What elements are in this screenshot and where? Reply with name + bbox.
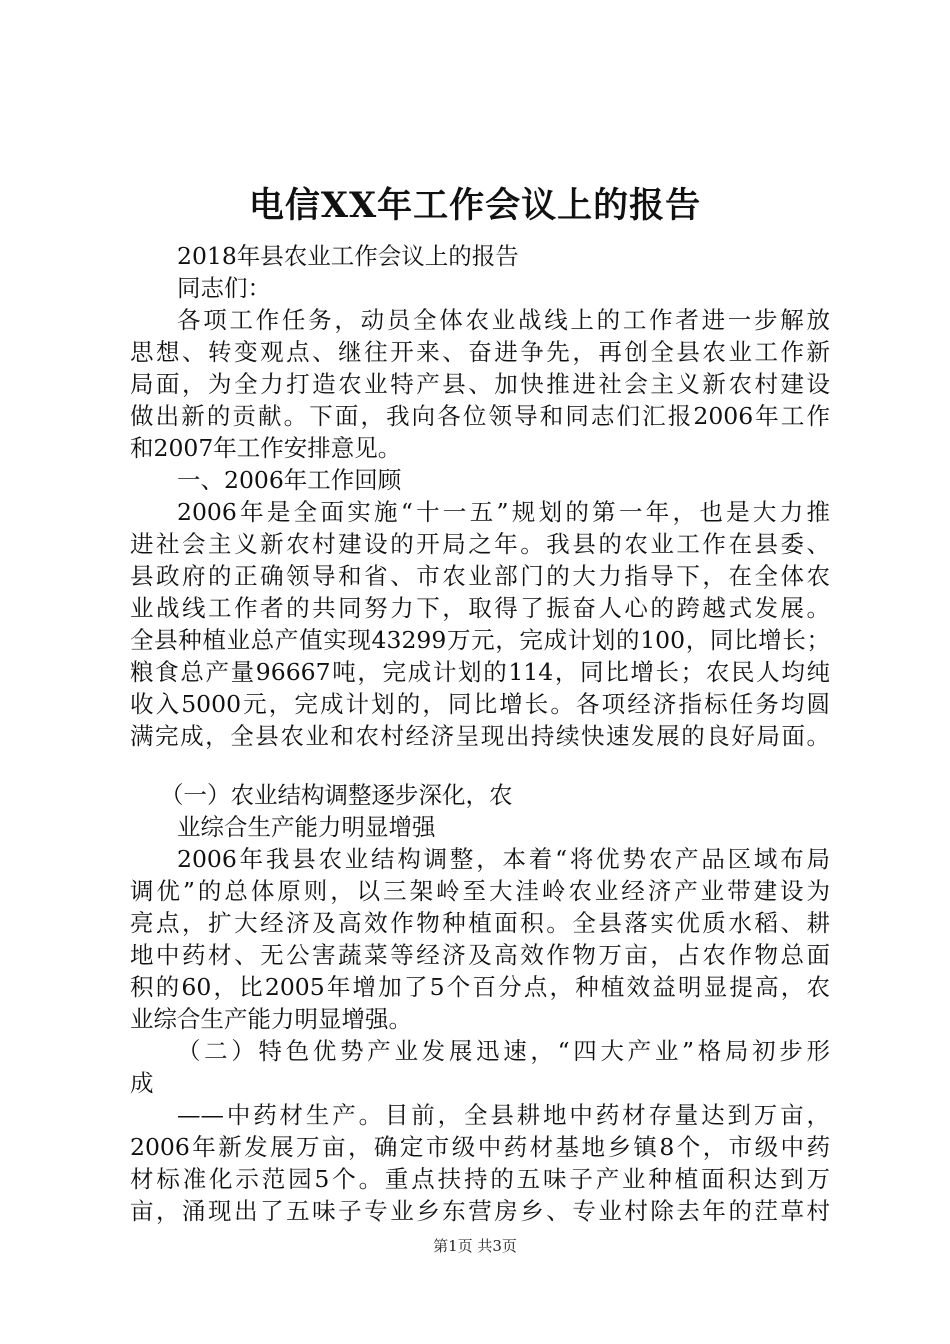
paragraph-line: 地中药材、无公害蔬菜等经济及高效作物万亩，占农作物总面 <box>130 941 830 969</box>
paragraph-gap <box>130 752 830 779</box>
subsection-heading: （一）农业结构调整逐步深化，农 <box>160 781 513 809</box>
paragraph-line: 2006年是全面实施“十一五”规划的第一年，也是大力推 <box>177 498 830 526</box>
paragraph-line: 2006年新发展万亩，确定市级中药材基地乡镇8个，市级中药 <box>130 1133 830 1161</box>
paragraph-line: 全县种植业总产值实现43299万元，完成计划的100，同比增长； <box>130 626 830 654</box>
paragraph-line: 业综合生产能力明显增强。 <box>130 1005 412 1033</box>
subsection-heading: （二）特色优势产业发展迅速，“四大产业”格局初步形 <box>177 1037 830 1065</box>
paragraph-line: ——中药材生产。目前，全县耕地中药材存量达到万亩， <box>177 1101 830 1129</box>
paragraph-line: 满完成，全县农业和农村经济呈现出持续快速发展的良好局面。 <box>130 722 830 750</box>
paragraph-line: 县政府的正确领导和省、市农业部门的大力指导下，在全体农 <box>130 562 830 590</box>
paragraph-line: 积的60，比2005年增加了5个百分点，种植效益明显提高，农 <box>130 973 830 1001</box>
paragraph-line: 亮点，扩大经济及高效作物种植面积。全县落实优质水稻、耕 <box>130 909 830 937</box>
subsection-heading: 业综合生产能力明显增强 <box>177 813 436 841</box>
subtitle-line: 2018年县农业工作会议上的报告 <box>177 242 519 270</box>
paragraph-line: 进社会主义新农村建设的开局之年。我县的农业工作在县委、 <box>130 530 830 558</box>
paragraph-line: 亩，涌现出了五味子专业乡东营房乡、专业村除去年的茳草村 <box>130 1197 830 1225</box>
document-title: 电信XX年工作会议上的报告 <box>248 185 702 226</box>
paragraph-line: 材标准化示范园5个。重点扶持的五味子产业种植面积达到万 <box>130 1165 830 1193</box>
salutation-line: 同志们： <box>177 274 271 302</box>
paragraph-line: 做出新的贡献。下面，我向各位领导和同志们汇报2006年工作 <box>130 402 830 430</box>
paragraph-line: 业战线工作者的共同努力下，取得了振奋人心的跨越式发展。 <box>130 594 830 622</box>
paragraph-line: 各项工作任务，动员全体农业战线上的工作者进一步解放 <box>177 306 830 334</box>
section-heading: 一、2006年工作回顾 <box>177 466 402 494</box>
paragraph-line: 2006年我县农业结构调整，本着“将优势农产品区域布局 <box>177 845 830 873</box>
page-number: 第1页 共3页 <box>433 1237 517 1255</box>
paragraph-line: 和2007年工作安排意见。 <box>130 434 402 462</box>
paragraph-line: 思想、转变观点、继往开来、奋进争先，再创全县农业工作新 <box>130 338 830 366</box>
paragraph-line: 调优”的总体原则，以三架岭至大洼岭农业经济产业带建设为 <box>130 877 830 905</box>
paragraph-line: 收入5000元，完成计划的，同比增长。各项经济指标任务均圆 <box>130 690 830 718</box>
subsection-heading: 成 <box>130 1069 154 1097</box>
paragraph-line: 粮食总产量96667吨，完成计划的114，同比增长；农民人均纯 <box>130 658 830 686</box>
paragraph-line: 局面，为全力打造农业特产县、加快推进社会主义新农村建设 <box>130 370 830 398</box>
document-body <box>130 240 830 1227</box>
